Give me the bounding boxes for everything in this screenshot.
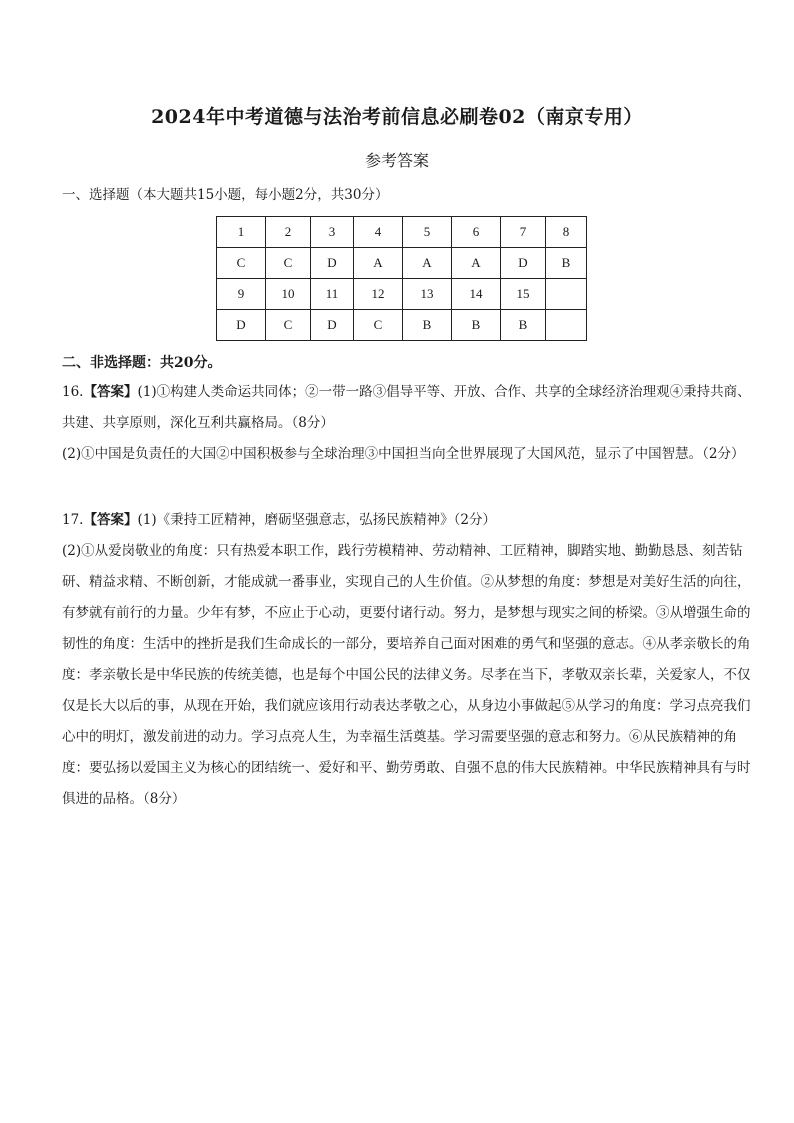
answer-table-row xyxy=(217,248,587,279)
question-number-cell: 14 xyxy=(452,279,501,310)
question-number-cell: 3 xyxy=(311,217,354,248)
q16-number: 16. xyxy=(62,384,84,400)
question-number-cell xyxy=(546,279,587,310)
document-subtitle: 参考答案 xyxy=(364,151,429,170)
answer-cell xyxy=(546,310,587,341)
q16-part1-text: (1)①构建人类命运共同体；②一带一路③倡导平等、开放、合作、共享的全球经济治理观④秉持共商、共建、共享原则，深化互利共赢格局。（8分） xyxy=(62,384,751,431)
q17-part1-text: (1)《秉持工匠精神，磨砺坚强意志，弘扬民族精神》（2分） xyxy=(137,512,496,528)
answer-cell: B xyxy=(546,248,587,279)
section1-heading: 一、选择题（本大题共15小题，每小题2分，共30分） xyxy=(62,187,389,203)
question-number-cell: 11 xyxy=(311,279,354,310)
question-number-cell: 10 xyxy=(266,279,311,310)
answer-cell: D xyxy=(311,310,354,341)
answer-table-row xyxy=(217,217,587,248)
question-number-cell: 6 xyxy=(452,217,501,248)
q17-part2: (2)①从爱岗敬业的角度：只有热爱本职工作，践行劳模精神、劳动精神、工匠精神，脚踏实地、勤勤恳恳、刻苦钻研、精益求精、不断创新，才能成就一番事业，实现自己的人生价值。②从梦想的角度：梦想是对美好生活的向往，有梦就有前行的力量。少年有梦，不应止于心动，更要付诸行动。努力，是梦想与现实之间的桥梁。③从增强生命的韧性的角度：生活中的挫折是我们生命成长的一部分，要培养自己面对困难的勇气和坚强的意志。④从孝亲敬长的角度：孝亲敬长是中华民族的传统美德，也是每个中国公民的法律义务。尽孝在当下，孝敬双亲长辈，关爱家人，不仅仅是长大以后的事，从现在开始，我们就应该用行动表达孝敬之心，从身边小事做起⑤从学习的角度：学习点亮我们心中的明灯，激发前进的动力。学习点亮人生，为幸福生活奠基。学习需要坚强的意志和努力。⑥从民族精神的角度：要弘扬以爱国主义为核心的团结统一、爱好和平、勤劳勇敢、自强不息的伟大民族精神。中华民族精神具有与时俱进的品格。（8分） xyxy=(62,543,751,807)
answer-cell: D xyxy=(311,248,354,279)
answer-cell: A xyxy=(452,248,501,279)
q16-part1 xyxy=(62,377,752,439)
answer-cell: B xyxy=(403,310,452,341)
answer-cell: C xyxy=(354,310,403,341)
question-17 xyxy=(62,505,752,815)
answer-cell: B xyxy=(501,310,546,341)
question-number-cell: 2 xyxy=(266,217,311,248)
answer-cell: B xyxy=(452,310,501,341)
question-number-cell: 8 xyxy=(546,217,587,248)
q17-number: 17. xyxy=(62,512,84,528)
q17-part1 xyxy=(62,505,752,536)
question-16 xyxy=(62,377,752,470)
q16-part2: (2)①中国是负责任的大国②中国积极参与全球治理③中国担当向全世界展现了大国风范，显示了中国智慧。（2分） xyxy=(62,446,745,462)
answer-table-row xyxy=(217,310,587,341)
q16-answer-tag: 【答案】 xyxy=(83,384,138,400)
answer-cell: D xyxy=(217,310,266,341)
answer-cell: C xyxy=(266,248,311,279)
question-number-cell: 13 xyxy=(403,279,452,310)
answer-table-row xyxy=(217,279,587,310)
answer-cell: D xyxy=(501,248,546,279)
q17-answer-tag: 【答案】 xyxy=(83,512,138,528)
answer-cell: A xyxy=(403,248,452,279)
answer-table xyxy=(216,216,587,341)
answer-cell: C xyxy=(266,310,311,341)
question-number-cell: 4 xyxy=(354,217,403,248)
question-number-cell: 9 xyxy=(217,279,266,310)
question-number-cell: 5 xyxy=(403,217,452,248)
answer-cell: A xyxy=(354,248,403,279)
answer-cell: C xyxy=(217,248,266,279)
question-number-cell: 1 xyxy=(217,217,266,248)
question-number-cell: 7 xyxy=(501,217,546,248)
section2-heading: 二、非选择题：共20分。 xyxy=(62,355,222,371)
document-title: 2024年中考道德与法治考前信息必刷卷02（南京专用） xyxy=(151,106,643,128)
question-number-cell: 15 xyxy=(501,279,546,310)
question-number-cell: 12 xyxy=(354,279,403,310)
